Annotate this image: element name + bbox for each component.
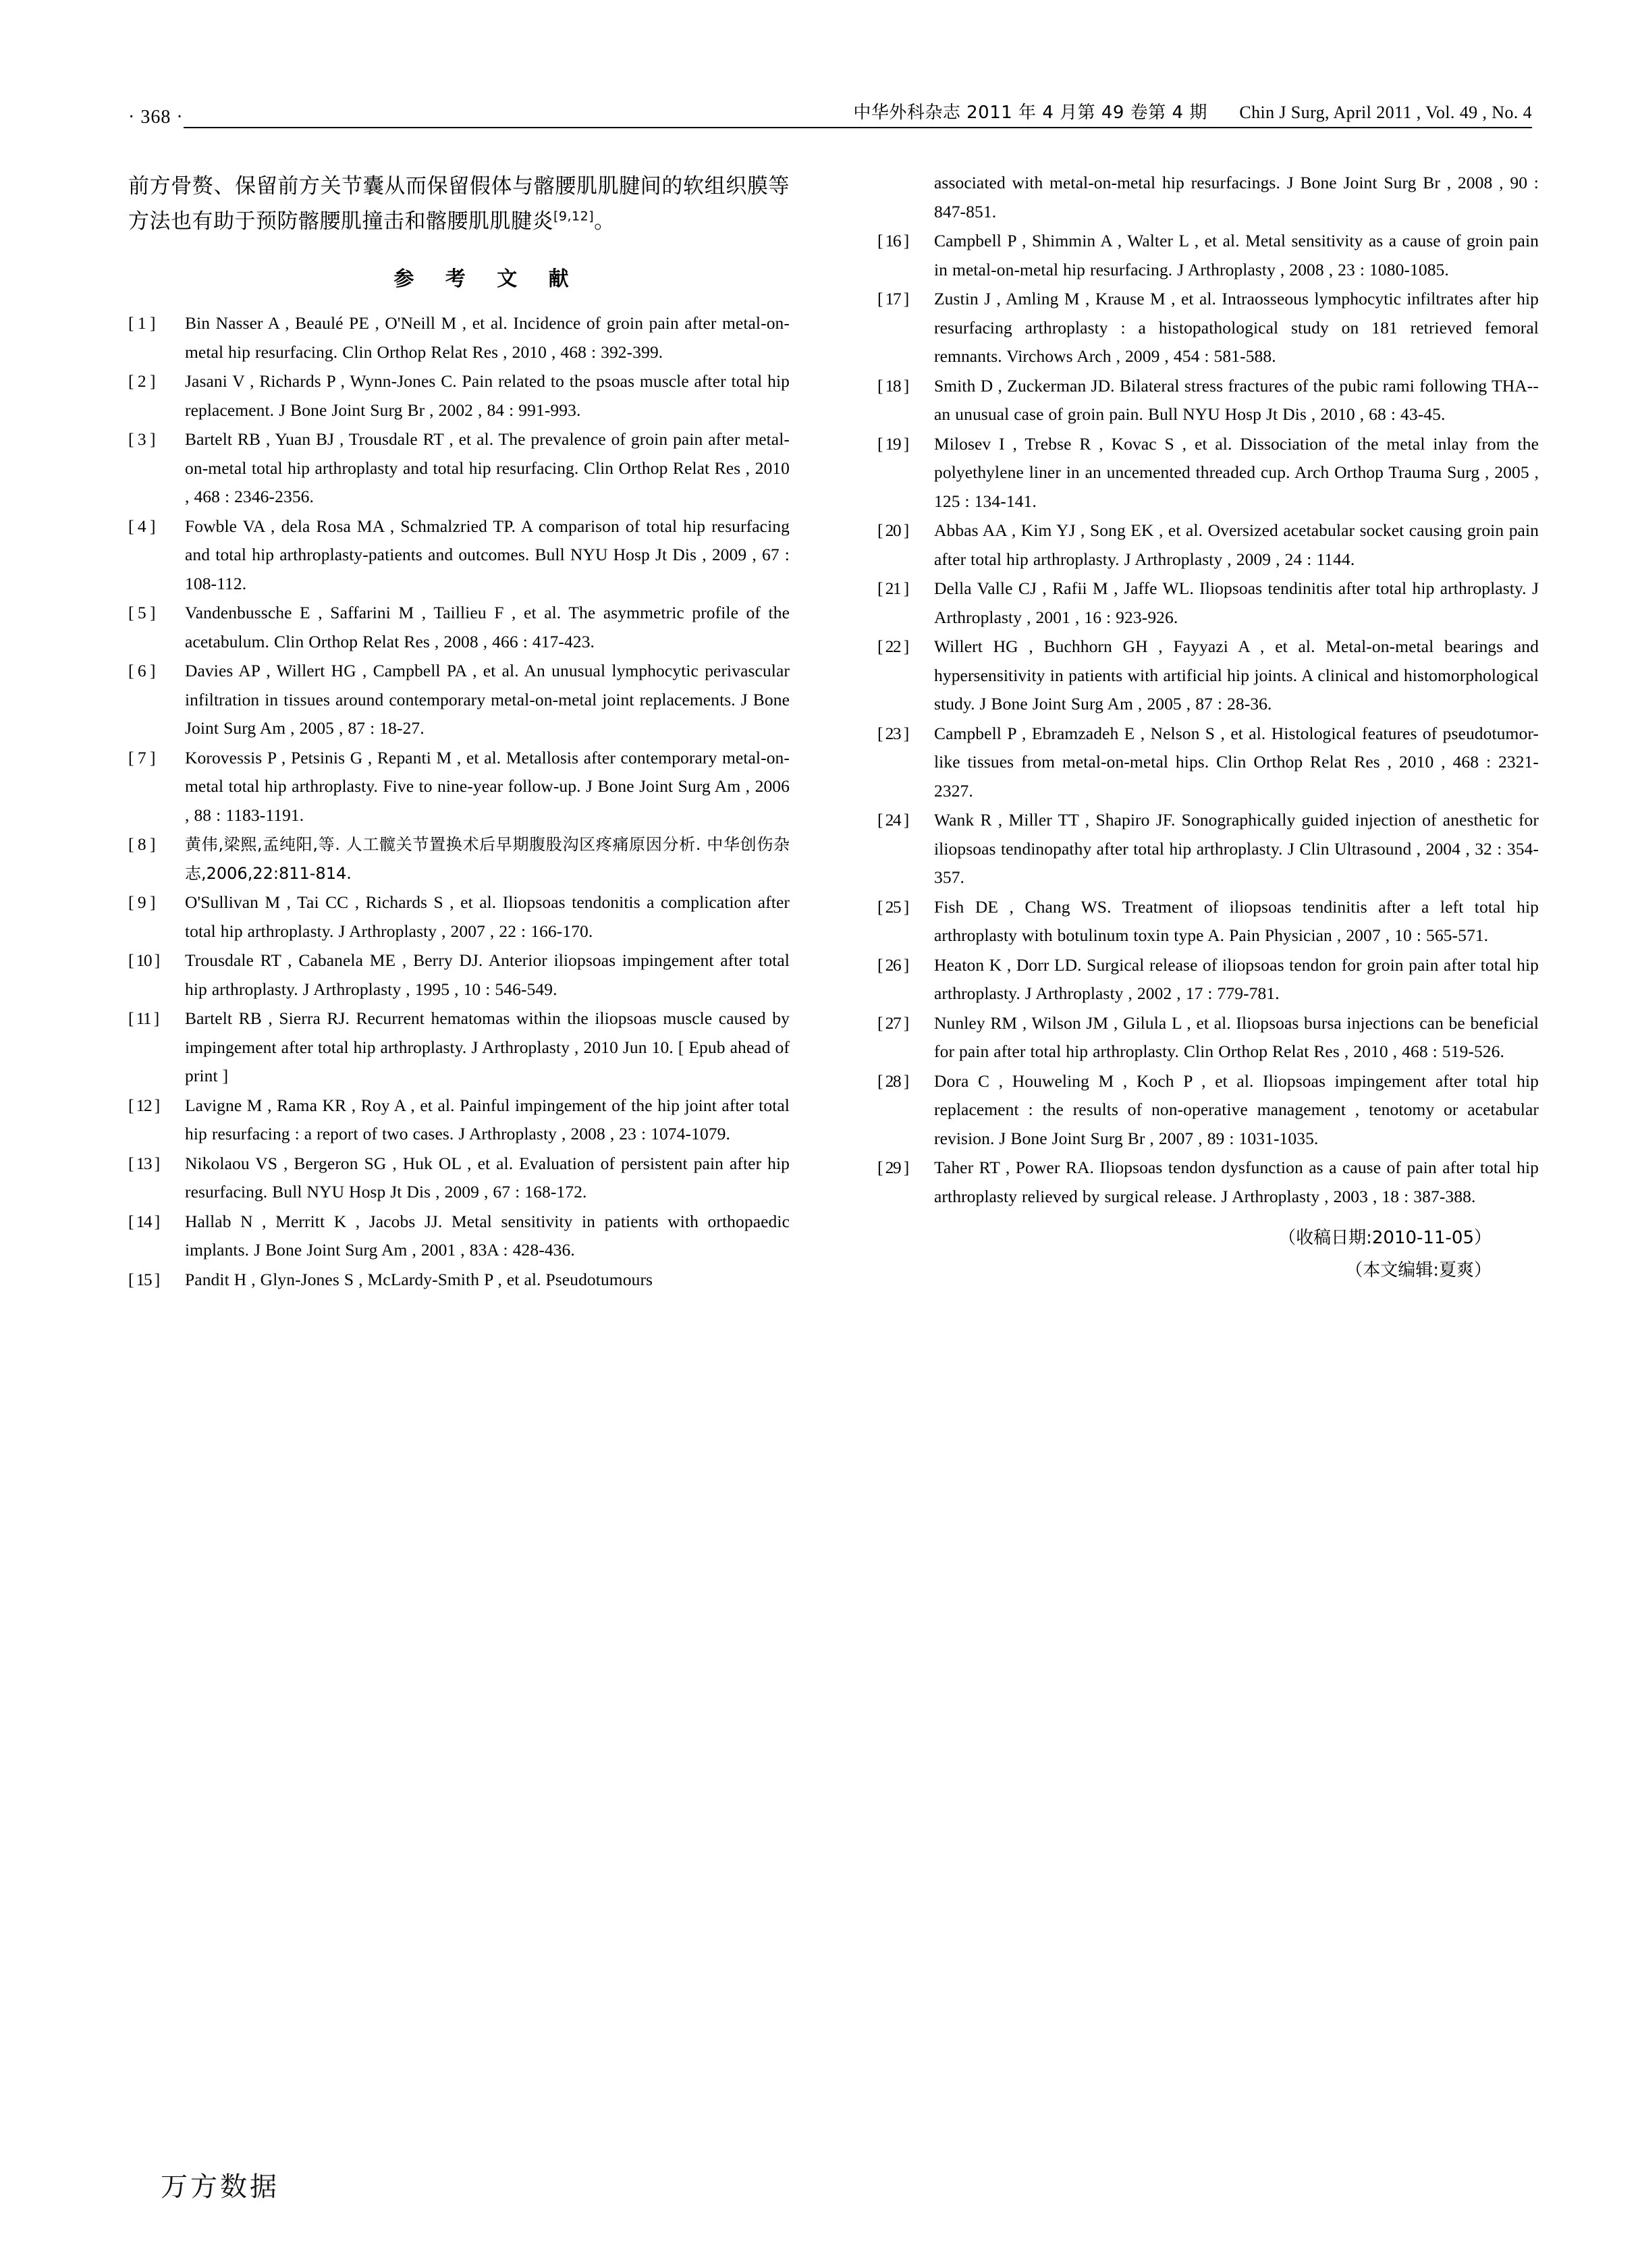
closing-paragraph-text: 前方骨赘、保留前方关节囊从而保留假体与髂腰肌肌腱间的软组织膜等方法也有助于预防髂腰肌撞击和髂腰肌肌腱炎 xyxy=(128,174,790,234)
reference-number: [ 14 ] xyxy=(128,1211,159,1231)
reference-item xyxy=(128,599,790,656)
reference-item xyxy=(877,430,1539,516)
reference-item xyxy=(877,372,1539,429)
reference-text: Willert HG , Buchhorn GH , Fayyazi A , et al. Metal-on-metal bearings and hypersensitivity in patients with artificial hip joints. A clinical and histomorphological study. J Bone Joint Surg Am , 2005 , 87 : 28-36. xyxy=(934,637,1539,713)
running-head xyxy=(128,94,1532,128)
reference-text: Korovessis P , Petsinis G , Repanti M , et al. Metallosis after contemporary metal-on-metal total hip arthroplasty. Five to nine-year follow-up. J Bone Joint Surg Am , 2006 , 88 : 1183-1191. xyxy=(185,747,790,825)
wanfang-data-watermark: 万方数据 xyxy=(161,2171,279,2203)
reference-text: Della Valle CJ , Rafii M , Jaffe WL. Iliopsoas tendinitis after total hip arthroplasty. J Arthroplasty , 2001 , 16 : 923-926. xyxy=(934,578,1539,627)
reference-item xyxy=(128,946,790,1004)
reference-item xyxy=(128,1150,790,1207)
reference-number: [ 2 ] xyxy=(128,371,155,391)
reference-text: Heaton K , Dorr LD. Surgical release of iliopsoas tendon for groin pain after total hip arthroplasty. J Arthroplasty , 2002 , 17 : 779-781. xyxy=(934,954,1539,1003)
reference-item xyxy=(877,1154,1539,1211)
reference-item xyxy=(128,1004,790,1091)
reference-text: Trousdale RT , Cabanela ME , Berry DJ. Anterior iliopsoas impingement after total hip arthroplasty. J Arthroplasty , 1995 , 10 : 546-549. xyxy=(185,950,790,999)
reference-number: [ 10 ] xyxy=(128,950,159,970)
reference-text: Smith D , Zuckerman JD. Bilateral stress fractures of the pubic rami following THA--an unusual case of groin pain. Bull NYU Hosp Jt Dis , 2010 , 68 : 43-45. xyxy=(934,375,1539,424)
reference-item xyxy=(128,367,790,425)
references-heading: 参 考 文 献 xyxy=(393,267,581,291)
reference-item xyxy=(128,1266,790,1295)
reference-text: Bin Nasser A , Beaulé PE , O'Neill M , et al. Incidence of groin pain after metal-on-metal hip resurfacing. Clin Orthop Relat Res , 2010 , 468 : 392-399. xyxy=(185,313,790,362)
reference-number: [ 25 ] xyxy=(877,896,908,917)
reference-text: Nikolaou VS , Bergeron SG , Huk OL , et al. Evaluation of persistent pain after hip resurfacing. Bull NYU Hosp Jt Dis , 2009 , 67 : 168-172. xyxy=(185,1153,790,1202)
reference-item xyxy=(128,744,790,830)
reference-number: [ 4 ] xyxy=(128,516,155,536)
reference-text: Lavigne M , Rama KR , Roy A , et al. Painful impingement of the hip joint after total hip resurfacing : a report of two cases. J Arthroplasty , 2008 , 23 : 1074-1079. xyxy=(185,1095,790,1143)
reference-number: [ 17 ] xyxy=(877,289,908,308)
reference-text: Campbell P , Ebramzadeh E , Nelson S , et al. Histological features of pseudotumor-like tissues from metal-on-metal hips. Clin Orthop Relat Res , 2010 , 468 : 2321-2327. xyxy=(934,723,1539,801)
reference-item xyxy=(128,1208,790,1265)
reference-number: [ 18 ] xyxy=(877,375,908,396)
reference-item xyxy=(128,830,790,888)
reference-text: Bartelt RB , Yuan BJ , Trousdale RT , et al. The prevalence of groin pain after metal-on-metal total hip arthroplasty and total hip resurfacing. Clin Orthop Relat Res , 2010 , 468 : 2346-2356. xyxy=(185,429,790,506)
reference-text: Bartelt RB , Sierra RJ. Recurrent hematomas within the iliopsoas muscle caused by impingement after total hip arthroplasty. J Arthroplasty , 2010 Jun 10. [ Epub ahead of print ] xyxy=(185,1008,790,1085)
reference-text: Pandit H , Glyn-Jones S , McLardy-Smith P , et al. Pseudotumours xyxy=(185,1269,653,1289)
reference-number: [ 24 ] xyxy=(877,810,908,830)
closing-paragraph xyxy=(128,169,790,239)
reference-text: O'Sullivan M , Tai CC , Richards S , et al. Iliopsoas tendonitis a complication after total hip arthroplasty. J Arthroplasty , 2007 , 22 : 166-170. xyxy=(185,892,790,941)
journal-citation-chinese: 中华外科杂志 2011 年 4 月第 49 卷第 4 期 xyxy=(853,103,1207,123)
reference-item xyxy=(877,574,1539,632)
citation-superscript: [9,12] xyxy=(553,209,595,224)
reference-number: [ 8 ] xyxy=(128,834,155,854)
right-column xyxy=(877,169,1539,1287)
reference-text-continued: associated with metal-on-metal hip resurfacings. J Bone Joint Surg Br , 2008 , 90 : 847-851. xyxy=(934,173,1539,221)
reference-text: Jasani V , Richards P , Wynn-Jones C. Pain related to the psoas muscle after total hip replacement. J Bone Joint Surg Br , 2002 , 84 : 991-993. xyxy=(185,371,790,420)
reference-item xyxy=(128,512,790,599)
received-date: （收稿日期:2010-11-05） xyxy=(1278,1228,1492,1248)
reference-item xyxy=(877,951,1539,1008)
reference-number: [ 22 ] xyxy=(877,637,908,656)
reference-text: Davies AP , Willert HG , Campbell PA , et al. An unusual lymphocytic perivascular infiltration in tissues around contemporary metal-on-metal joint replacements. J Bone Joint Surg Am , 2005 , 87 : 18-27. xyxy=(185,661,790,738)
reference-item xyxy=(877,632,1539,719)
reference-text: Nunley RM , Wilson JM , Gilula L , et al. Iliopsoas bursa injections can be beneficial for pain after total hip arthroplasty. Clin Orthop Relat Res , 2010 , 468 : 519-526. xyxy=(934,1013,1539,1061)
reference-item xyxy=(877,516,1539,574)
reference-number: [ 27 ] xyxy=(877,1013,908,1033)
left-column xyxy=(128,169,790,1295)
reference-text: Hallab N , Merritt K , Jacobs JJ. Metal sensitivity in patients with orthopaedic implants. J Bone Joint Surg Am , 2001 , 83A : 428-436. xyxy=(185,1211,790,1260)
reference-number: [ 7 ] xyxy=(128,747,155,767)
reference-item xyxy=(877,227,1539,284)
reference-number: [ 12 ] xyxy=(128,1095,159,1115)
reference-number: [ 20 ] xyxy=(877,520,908,540)
reference-text: Wank R , Miller TT , Shapiro JF. Sonographically guided injection of anesthetic for iliopsoas tendinopathy after total hip arthroplasty. J Clin Ultrasound , 2004 , 32 : 354-357. xyxy=(934,810,1539,887)
journal-citation-english: Chin J Surg, April 2011 , Vol. 49 , No. 4 xyxy=(1239,103,1532,122)
reference-number: [ 5 ] xyxy=(128,603,155,622)
reference-text: Vandenbussche E , Saffarini M , Taillieu F , et al. The asymmetric profile of the acetabulum. Clin Orthop Relat Res , 2008 , 466 : 417-423. xyxy=(185,603,790,651)
reference-text: Fowble VA , dela Rosa MA , Schmalzried TP. A comparison of total hip resurfacing and total hip arthroplasty-patients and outcomes. Bull NYU Hosp Jt Dis , 2009 , 67 : 108-112. xyxy=(185,516,790,593)
reference-item-continuation xyxy=(877,169,1539,226)
reference-text: Fish DE , Chang WS. Treatment of iliopsoas tendinitis after a left total hip arthroplasty with botulinum toxin type A. Pain Physician , 2007 , 10 : 565-571. xyxy=(934,896,1539,945)
reference-list-right xyxy=(877,169,1539,1211)
reference-item xyxy=(877,720,1539,806)
reference-number: [ 13 ] xyxy=(128,1153,159,1173)
reference-item xyxy=(877,1009,1539,1066)
reference-text: Taher RT , Power RA. Iliopsoas tendon dysfunction as a cause of pain after total hip arthroplasty relieved by surgical release. J Arthroplasty , 2003 , 18 : 387-388. xyxy=(934,1158,1539,1206)
reference-item xyxy=(128,425,790,512)
reference-number: [ 16 ] xyxy=(877,231,908,250)
reference-list-left xyxy=(128,309,790,1294)
reference-item xyxy=(877,1067,1539,1154)
page-number: · 368 · xyxy=(128,107,184,128)
reference-number: [ 21 ] xyxy=(877,578,908,598)
reference-number: [ 3 ] xyxy=(128,429,155,449)
reference-item xyxy=(128,888,790,946)
reference-number: [ 15 ] xyxy=(128,1269,159,1289)
journal-citation-line xyxy=(184,99,1532,128)
closing-paragraph-period: 。 xyxy=(594,209,616,234)
reference-number: [ 28 ] xyxy=(877,1071,908,1091)
reference-item xyxy=(128,1091,790,1149)
reference-number: [ 29 ] xyxy=(877,1158,908,1177)
reference-text: Abbas AA , Kim YJ , Song EK , et al. Oversized acetabular socket causing groin pain after total hip arthroplasty. J Arthroplasty , 2009 , 24 : 1144. xyxy=(934,520,1539,569)
editor-credit: （本文编辑:夏爽） xyxy=(1345,1260,1492,1280)
reference-number: [ 1 ] xyxy=(128,313,155,333)
reference-item xyxy=(877,806,1539,892)
reference-number: [ 23 ] xyxy=(877,723,908,743)
reference-number: [ 26 ] xyxy=(877,954,908,975)
reference-number: [ 19 ] xyxy=(877,433,908,454)
reference-text: Campbell P , Shimmin A , Walter L , et al. Metal sensitivity as a cause of groin pain in metal-on-metal hip resurfacing. J Arthroplasty , 2008 , 23 : 1080-1085. xyxy=(934,231,1539,279)
reference-number: [ 6 ] xyxy=(128,661,155,680)
reference-item xyxy=(877,285,1539,371)
reference-text: Zustin J , Amling M , Krause M , et al. Intraosseous lymphocytic infiltrates after hip resurfacing arthroplasty : a histopathological study on 181 retrieved femoral remnants. Virchows Arch , 2009 , 454 : 581-588. xyxy=(934,289,1539,366)
reference-text: Dora C , Houweling M , Koch P , et al. Iliopsoas impingement after total hip replacement : the results of non-operative management , tenotomy or acetabular revision. J Bone Joint Surg Br , 2007 , 89 : 1031-1035. xyxy=(934,1071,1539,1148)
reference-item xyxy=(877,893,1539,950)
end-notes xyxy=(877,1222,1539,1287)
reference-number: [ 11 ] xyxy=(128,1008,159,1028)
reference-text: Milosev I , Trebse R , Kovac S , et al. Dissociation of the metal inlay from the polyethylene liner in an uncemented threaded cup. Arch Orthop Trauma Surg , 2005 , 125 : 134-141. xyxy=(934,433,1539,511)
reference-item xyxy=(128,309,790,367)
reference-item xyxy=(128,657,790,743)
reference-number: [ 9 ] xyxy=(128,892,155,912)
reference-text: 黄伟,梁熙,孟纯阳,等. 人工髋关节置换术后早期腹股沟区疼痛原因分析. 中华创伤杂志,2006,22:811-814. xyxy=(185,835,790,883)
